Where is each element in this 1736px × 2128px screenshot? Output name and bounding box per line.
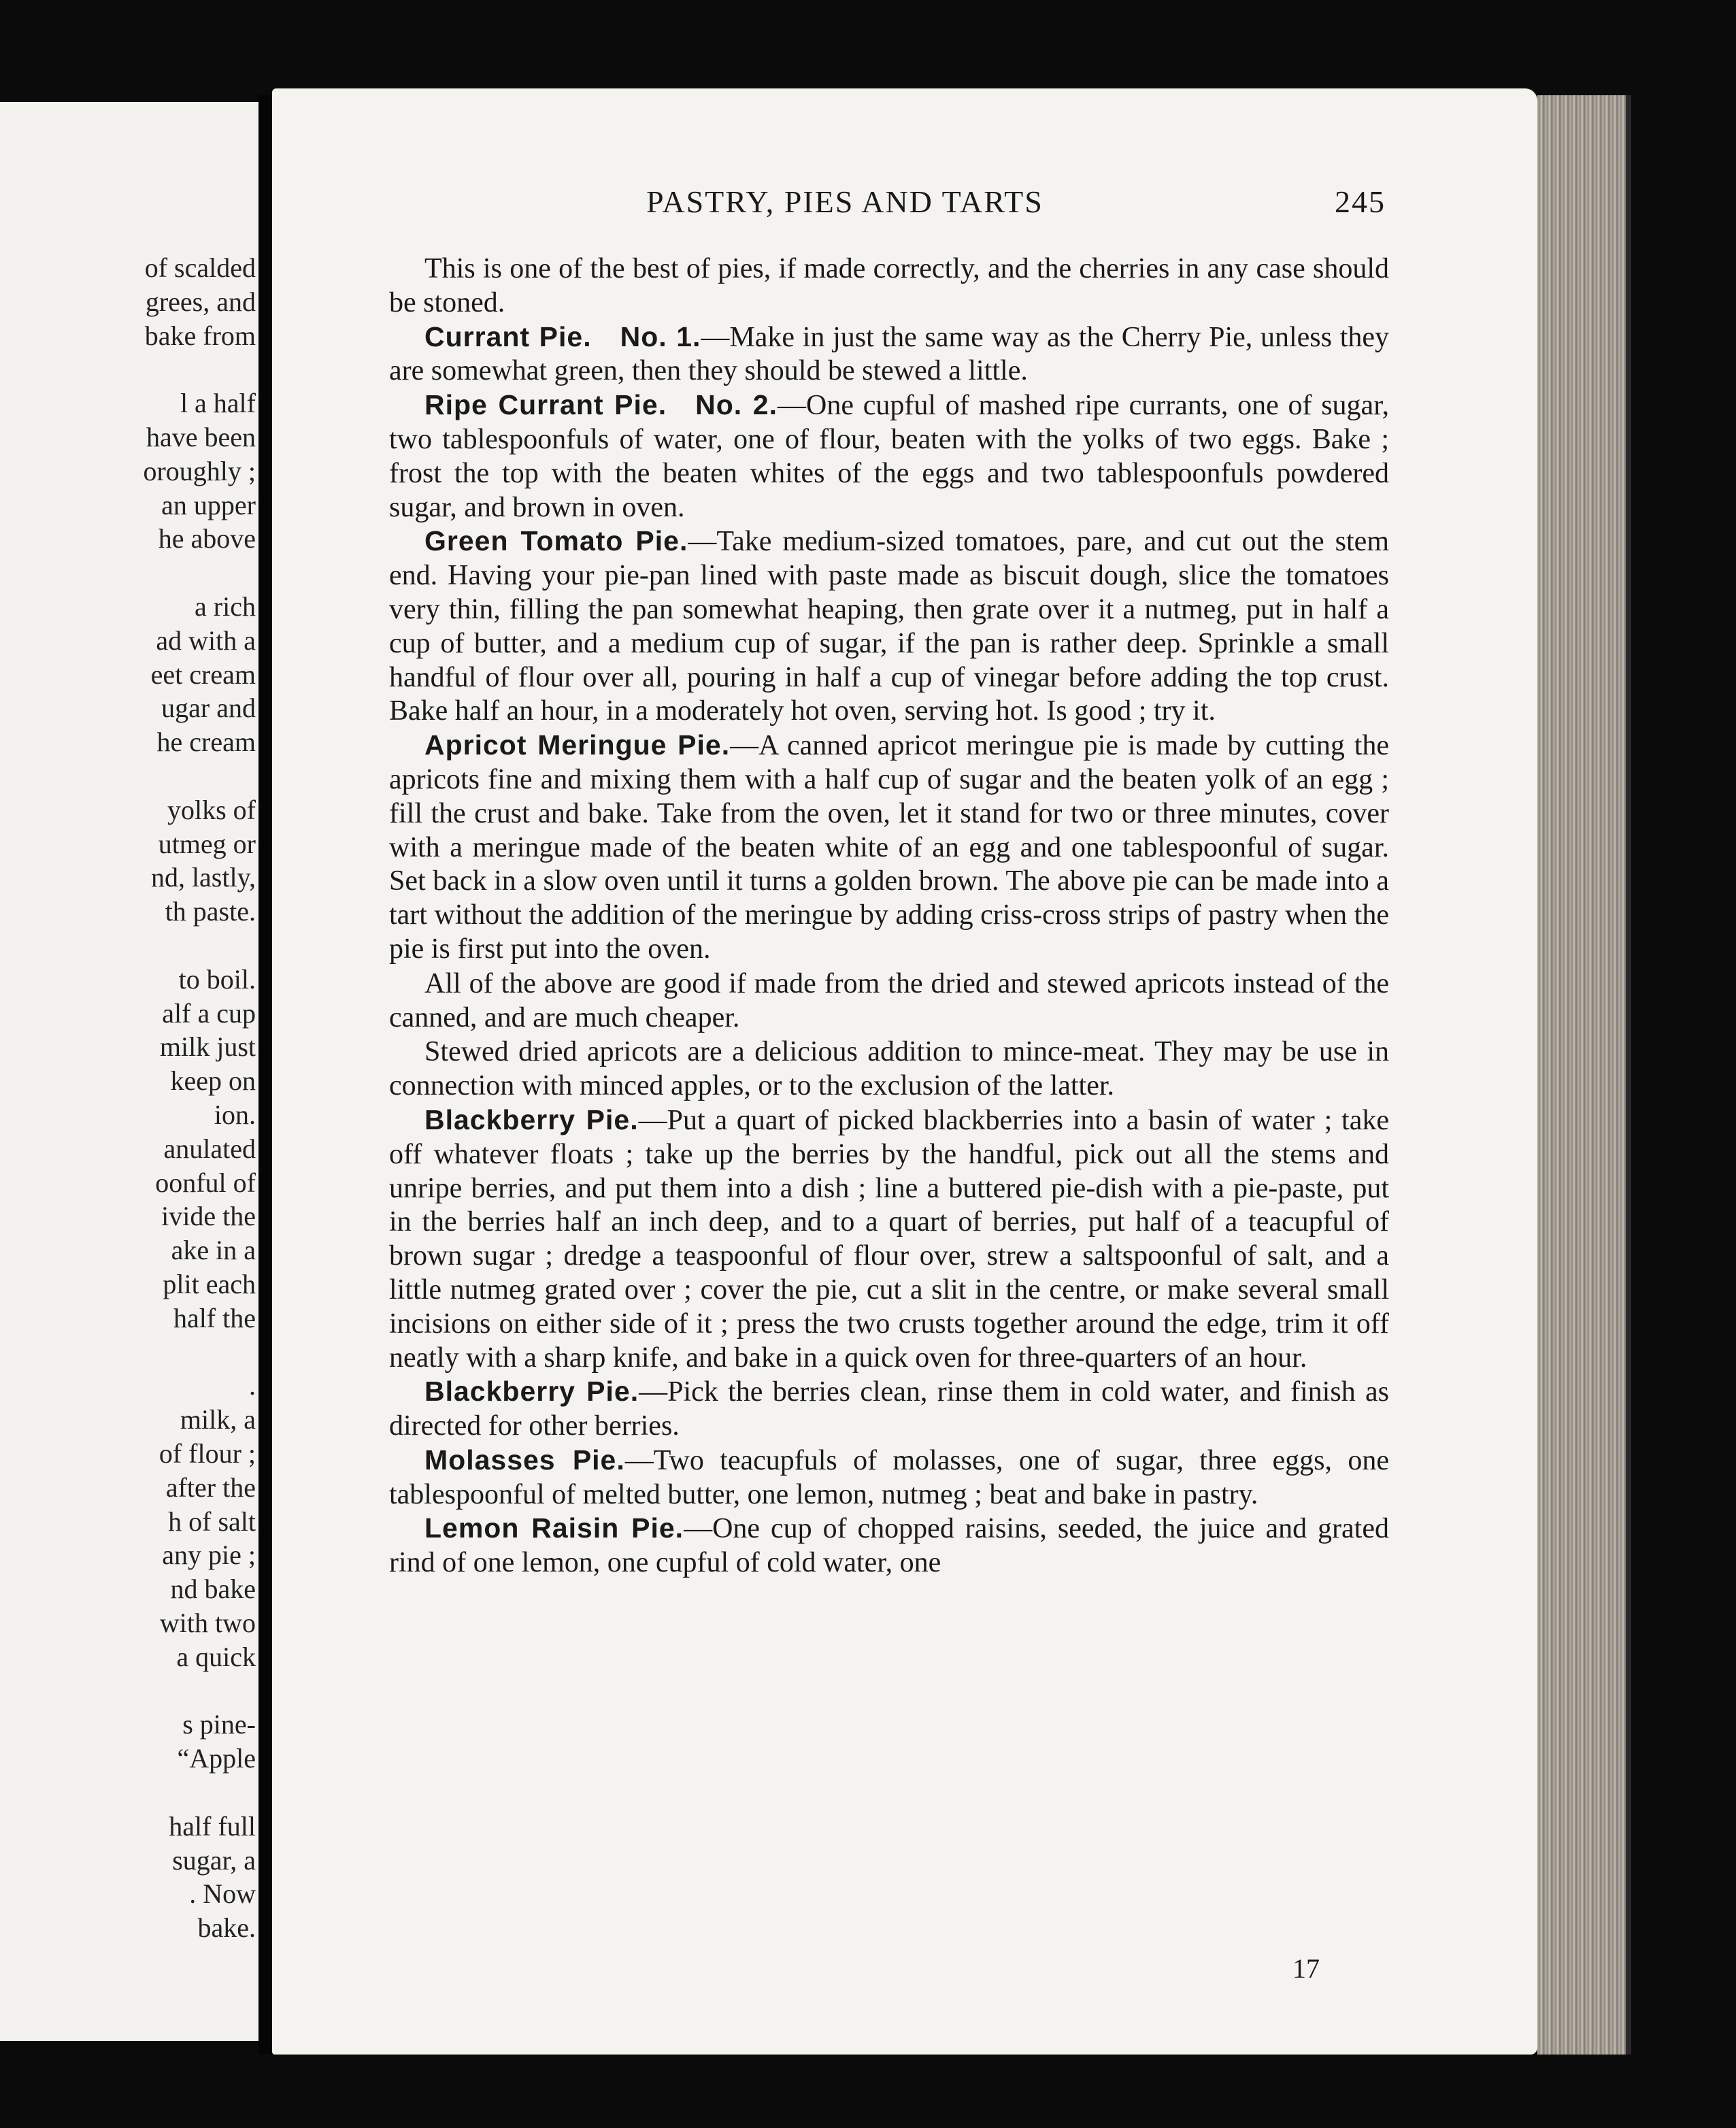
facing-page-text: of scalded — [144, 252, 256, 283]
facing-page-text: plit each — [163, 1269, 256, 1299]
facing-page-text: he cream — [156, 727, 256, 758]
recipe-paragraph: Green Tomato Pie.—Take medium-sized tomatoes, pare, and cut out the stem end. Having your pie-pan lined with paste made as biscuit dough, slice the tomatoes very thin, filling the pan somewhat heaping, then grate over it a nutmeg, put in half a cup of butter, and a medium cup of sugar, if the pan is rather deep. Sprinkle a small handful of flour over all, pouring in half a cup of vinegar before adding the top crust. Bake half an hour, in a moderately hot oven, serving hot. Is good ; try it. — [389, 525, 1389, 727]
facing-page-text: th paste. — [165, 896, 256, 927]
facing-page-text: eet cream — [150, 659, 256, 690]
facing-page-text: ugar and — [161, 693, 256, 724]
facing-page-text: nd bake — [170, 1574, 256, 1605]
facing-page-text: an upper — [161, 489, 256, 520]
facing-page-text: a rich — [195, 591, 256, 622]
facing-page-text: bake. — [197, 1912, 256, 1944]
facing-page-text: utmeg or — [158, 828, 256, 859]
recipe-paragraph: All of the above are good if made from the dried and stewed apricots instead of the canned, and are much cheaper. — [389, 967, 1389, 1033]
facing-page-text: a quick — [176, 1641, 256, 1672]
recipe-name: Ripe Currant Pie. No. 2. — [424, 389, 778, 421]
facing-page-text: ad with a — [156, 625, 256, 656]
recipe-paragraph: Apricot Meringue Pie.—A canned apricot meringue pie is made by cutting the apricots fine and mixing them with a half cup of sugar and the beaten yolk of an egg ; fill the crust and bake. Take from the oven, let it stand for two or three minutes, cover with a meringue made of the beaten white of an egg and one tablespoonful of sugar. Set back in a slow oven until it turns a golden brown. The above pie can be made into a tart without the addition of the meringue by adding criss-cross strips of pastry when the pie is first put into the oven. — [389, 729, 1390, 965]
facing-page-text: ion. — [214, 1099, 256, 1130]
facing-page-text: h of salt — [168, 1506, 256, 1537]
recipe-name: Blackberry Pie. — [424, 1103, 639, 1135]
recipe-paragraph: Stewed dried apricots are a delicious addition to mince-meat. They may be use in connection with minced apples, or to the exclusion of the latter. — [389, 1036, 1389, 1102]
facing-page-text: keep on — [170, 1065, 256, 1097]
facing-page-text: have been — [146, 422, 256, 452]
recipe-paragraph: Blackberry Pie.—Put a quart of picked blackberries into a basin of water ; take off whatever floats ; take up the berries by the handful, pick out all the stems and unripe berries, and put them into a dish ; line a buttered pie-dish with a pie-paste, put in the berries half an inch deep, and to a quart of berries, put half of a teacupful of brown sugar ; dredge a teaspoonful of flour over, strew a saltspoonful of salt, and a little nutmeg grated over ; cover the pie, cut a slit in the centre, or make several small incisions on either side of it ; press the two crusts together around the edge, trim it off neatly with a sharp knife, and bake in a quick oven for three-quarters of an hour. — [389, 1103, 1389, 1374]
facing-page-text: l a half — [180, 388, 256, 419]
facing-page-text: bake from — [144, 320, 256, 351]
recipe-name: Lemon Raisin Pie. — [424, 1512, 684, 1544]
facing-page-text: nd, lastly, — [150, 862, 256, 893]
page-edges — [1537, 95, 1631, 2055]
facing-page-text: ivide the — [161, 1201, 256, 1232]
recipe-name: Apricot Meringue Pie. — [424, 729, 731, 761]
recipe-paragraph: Blackberry Pie.—Pick the berries clean, rinse them in cold water, and finish as directed for other berries. — [389, 1376, 1390, 1442]
facing-page-text: half the — [173, 1302, 256, 1333]
facing-page-text: grees, and — [145, 286, 256, 317]
recipe-paragraph: Currant Pie. No. 1.—Make in just the same way as the Cherry Pie, unless they are somewhat green, then they should be stewed a little. — [389, 320, 1389, 387]
facing-page-text: of flour ; — [158, 1438, 256, 1469]
facing-page-text: milk, a — [180, 1404, 256, 1435]
facing-page-text: with two — [159, 1608, 256, 1638]
facing-page-text: milk just — [159, 1031, 256, 1063]
facing-page-text: oonful of — [155, 1167, 256, 1198]
book-gutter — [258, 95, 272, 2055]
recipe-name: Green Tomato Pie. — [424, 525, 688, 557]
facing-page-text: to boil. — [178, 963, 256, 995]
facing-page-text: any pie ; — [162, 1540, 256, 1571]
recipe-name: Molasses Pie. — [424, 1444, 625, 1476]
recipe-paragraph: Lemon Raisin Pie.—One cup of chopped raisins, seeded, the juice and grated rind of one lemon, one cupful of cold water, one — [389, 1512, 1389, 1579]
facing-page-text: s pine- — [182, 1709, 256, 1740]
facing-page-text: after the — [165, 1472, 256, 1503]
facing-page-text: half full — [169, 1810, 256, 1842]
recipe-paragraph: This is one of the best of pies, if made correctly, and the cherries in any case should be stoned. — [389, 253, 1389, 318]
facing-page-text: “Apple — [177, 1743, 256, 1774]
facing-page-text: anulated — [163, 1133, 256, 1164]
facing-page-text: yolks of — [167, 794, 256, 825]
facing-page-text: sugar, a — [172, 1844, 256, 1876]
facing-page-text: . — [249, 1370, 256, 1401]
facing-page-text: . Now — [189, 1878, 256, 1910]
facing-page-text: oroughly ; — [143, 455, 256, 486]
page-body — [389, 252, 1389, 1580]
signature-mark: 17 — [1292, 1953, 1320, 1984]
facing-page-text: alf a cup — [162, 997, 256, 1029]
recipe-paragraph: Ripe Currant Pie. No. 2.—One cupful of mashed ripe currants, one of sugar, two tablespoonfuls of water, one of flour, beaten with the yolks of two eggs. Bake ; frost the top with the beaten whites of the eggs and two tablespoonfuls powdered sugar, and brown in oven. — [389, 389, 1389, 523]
page-number: 245 — [1335, 184, 1386, 219]
facing-page-text: ake in a — [171, 1235, 256, 1266]
recipe-paragraph: Molasses Pie.—Two teacupfuls of molasses, one of sugar, three eggs, one tablespoonful of melted butter, one lemon, nutmeg ; beat and bake in pastry. — [389, 1444, 1389, 1510]
facing-page-text: he above — [158, 523, 256, 554]
running-head-title: PASTRY, PIES AND TARTS — [646, 184, 1044, 219]
recipe-name: Currant Pie. No. 1. — [424, 320, 701, 352]
recipe-name: Blackberry Pie. — [424, 1376, 639, 1408]
facing-page-fragment — [0, 102, 258, 2041]
